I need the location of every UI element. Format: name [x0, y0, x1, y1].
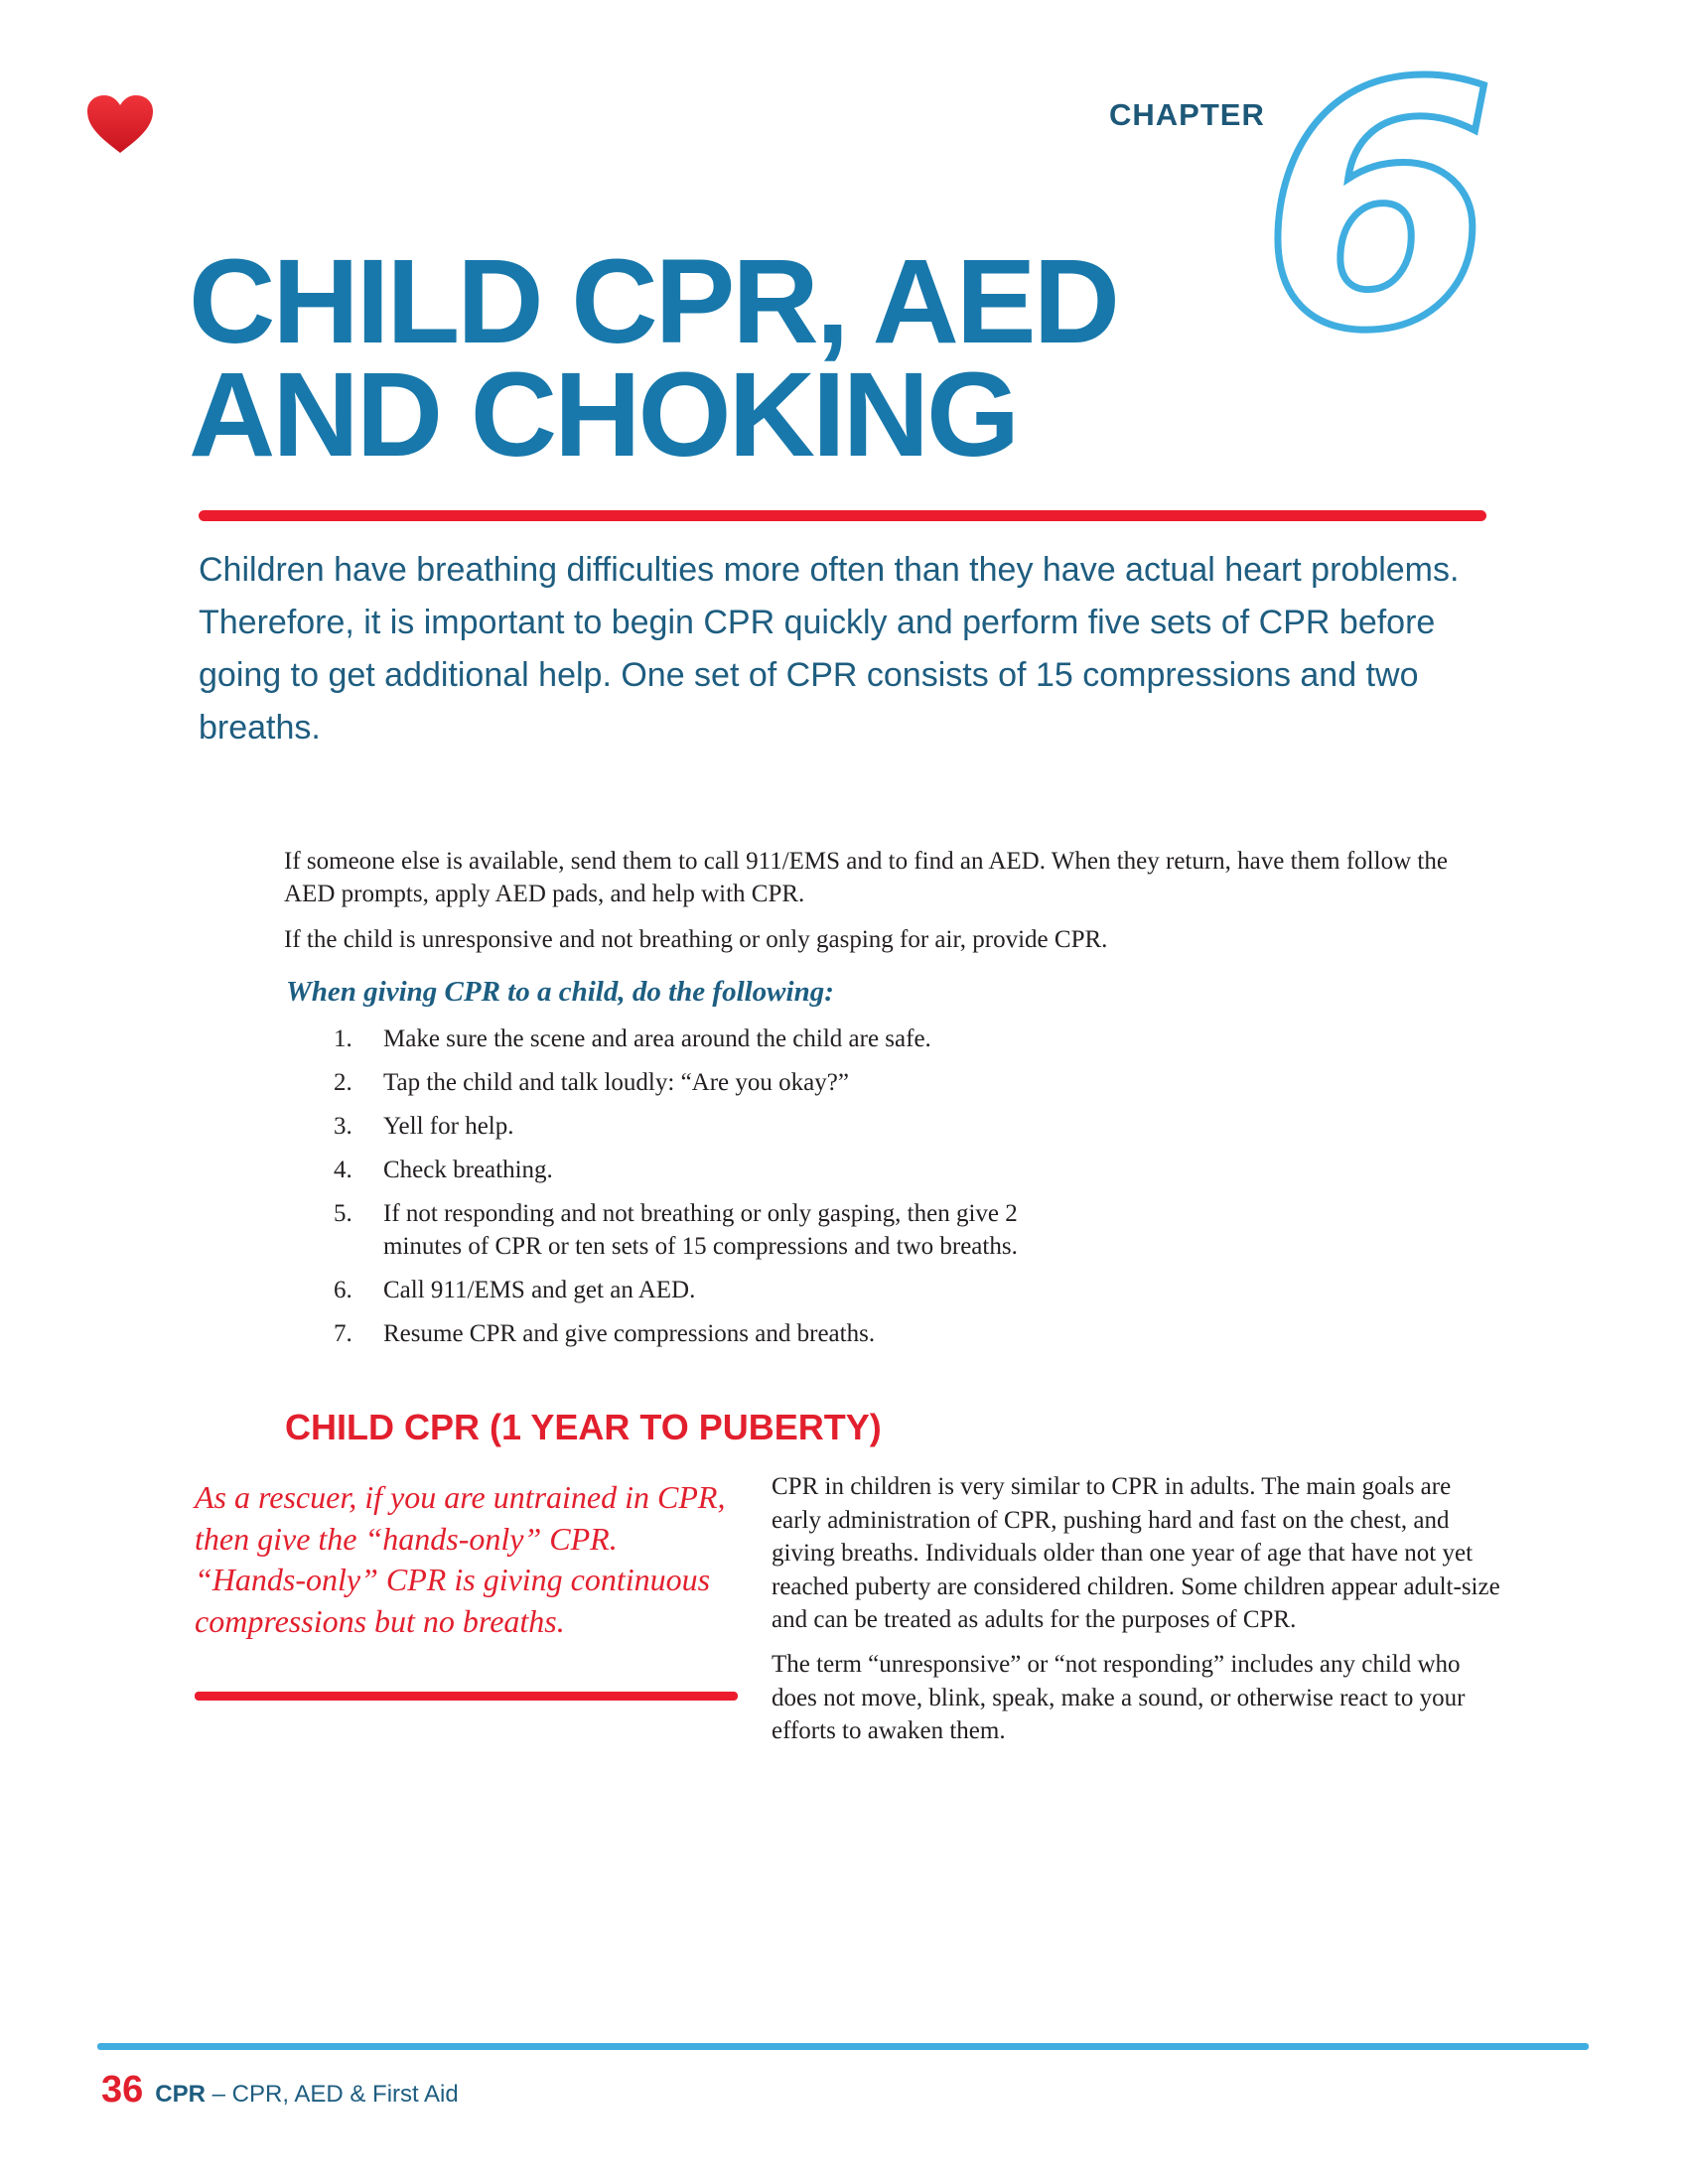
list-item — [334, 1066, 1376, 1099]
heart-icon — [85, 93, 155, 155]
step-text: If not responding and not breathing or only gasping, then give 2 minutes of CPR or ten sets of 15 compressions and two breaths. — [383, 1200, 1018, 1260]
title-line-2: AND CHOKING — [189, 346, 1018, 481]
list-item — [334, 1197, 1376, 1263]
list-heading: When giving CPR to a child, do the following: — [286, 976, 834, 1008]
right-column — [772, 1470, 1506, 1759]
footer-brand: CPR — [155, 2081, 206, 2108]
page-title — [189, 233, 1117, 481]
list-item — [334, 1110, 1376, 1143]
chapter-number: 6 — [1261, 12, 1496, 405]
step-number: 3. — [334, 1113, 352, 1140]
step-text: Call 911/EMS and get an AED. — [383, 1277, 696, 1303]
step-text: Yell for help. — [383, 1113, 514, 1140]
step-number: 6. — [334, 1277, 352, 1303]
body-paragraph: The term “unresponsive” or “not responding” includes any child who does not move, blink, speak, make a sound, or otherwise react to your efforts to awaken them. — [772, 1650, 1466, 1745]
chapter-label: CHAPTER — [1109, 97, 1265, 132]
footer-book-title: CPR, AED & First Aid — [231, 2081, 459, 2108]
list-item — [334, 1317, 1376, 1350]
body-paragraph: If someone else is available, send them to call 911/EMS and to find an AED. When they return, have them follow the AED prompts, apply AED pads, and help with CPR. — [284, 848, 1448, 907]
step-text: Resume CPR and give compressions and breaths. — [383, 1320, 876, 1347]
intro-paragraph: Children have breathing difficulties more often than they have actual heart problems. Therefore, it is important to begin CPR quickly and perform five sets of CPR before going to get additional help. One set of CPR consists of 15 compressions and two breaths. — [199, 551, 1460, 747]
list-item — [334, 1274, 1376, 1306]
title-divider — [199, 510, 1486, 521]
footer-divider — [97, 2043, 1589, 2050]
page-footer — [101, 2069, 459, 2112]
callout-text: As a rescuer, if you are untrained in CPR, then give the “hands-only” CPR. “Hands-only” CPR is giving continuous compressions but no breaths. — [195, 1479, 726, 1639]
steps-list — [334, 1023, 1376, 1361]
step-text: Tap the child and talk loudly: “Are you okay?” — [383, 1069, 849, 1096]
step-number: 7. — [334, 1320, 352, 1347]
body-paragraph: CPR in children is very similar to CPR in adults. The main goals are early administration of CPR, pushing hard and fast on the chest, and giving breaths. Individuals older than one year of age that have not yet reached puberty are considered children. Some children appear adult-size and can be treated as adults for the purposes of CPR. — [772, 1473, 1500, 1634]
title-line-1: CHILD CPR, AED — [189, 233, 1117, 368]
step-text: Check breathing. — [383, 1157, 553, 1183]
footer-separator: – — [211, 2081, 225, 2108]
list-item — [334, 1023, 1376, 1055]
callout-divider — [195, 1692, 738, 1701]
list-item — [334, 1154, 1376, 1186]
page-number: 36 — [101, 2069, 144, 2111]
step-number: 5. — [334, 1200, 352, 1227]
section-heading: CHILD CPR (1 YEAR TO PUBERTY) — [285, 1407, 882, 1447]
step-text: Make sure the scene and area around the child are safe. — [383, 1025, 931, 1052]
step-number: 2. — [334, 1069, 352, 1096]
body-paragraph: If the child is unresponsive and not breathing or only gasping for air, provide CPR. — [284, 926, 1108, 953]
step-number: 1. — [334, 1025, 352, 1052]
step-number: 4. — [334, 1157, 352, 1183]
